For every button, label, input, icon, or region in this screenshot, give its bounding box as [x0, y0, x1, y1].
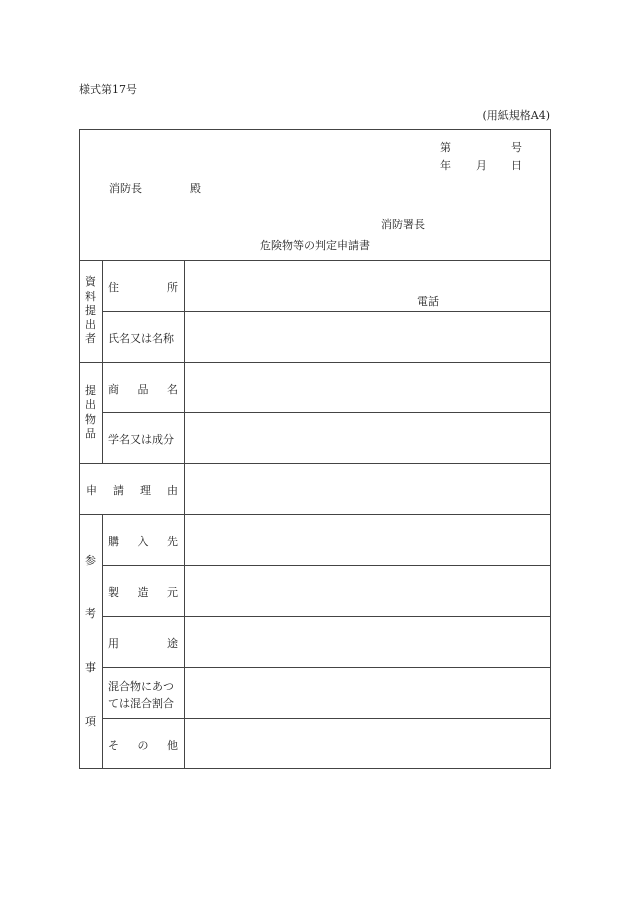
addressee-honorific: 殿 — [190, 182, 201, 195]
name-label: 氏名又は名称 — [108, 332, 174, 345]
manufacturer-label: 製 造 元 — [108, 586, 178, 599]
day-label: 日 — [511, 159, 522, 172]
product-section-label: 提 出 物 品 — [85, 383, 96, 440]
supplier-label: 購 入 先 — [108, 535, 178, 548]
other-label: そ の 他 — [108, 739, 178, 752]
year-label: 年 — [440, 159, 451, 172]
paper-size-note: (用紙規格A4) — [482, 109, 550, 122]
divider — [102, 565, 551, 566]
divider — [102, 260, 103, 463]
application-form — [79, 129, 551, 769]
addressee: 消防長 — [109, 182, 142, 195]
number-suffix-label: 号 — [511, 141, 522, 154]
form-number: 様式第17号 — [79, 83, 137, 96]
month-label: 月 — [476, 159, 487, 172]
divider — [79, 514, 551, 515]
issuer: 消防署長 — [381, 218, 425, 231]
divider — [102, 412, 551, 413]
product-name-label: 商 品 名 — [108, 383, 178, 396]
divider — [184, 463, 185, 514]
divider — [102, 616, 551, 617]
chemical-name-label: 学名又は成分 — [108, 433, 174, 446]
divider — [102, 718, 551, 719]
submitter-section-label: 資 料 提 出 者 — [85, 275, 96, 346]
divider — [184, 514, 185, 769]
divider — [79, 260, 551, 261]
divider — [79, 362, 551, 363]
divider — [184, 260, 185, 463]
divider — [102, 311, 551, 312]
application-reason-label: 申 請 理 由 — [86, 484, 178, 497]
usage-label: 用 途 — [108, 637, 178, 650]
mixture-ratio-label: 混合物にあつ ては混合割合 — [108, 680, 174, 710]
divider — [102, 667, 551, 668]
divider — [102, 514, 103, 769]
phone-label: 電話 — [417, 295, 439, 308]
number-label: 第 — [440, 141, 451, 154]
reference-section-label: 参 考 事 項 — [85, 553, 96, 729]
divider — [79, 463, 551, 464]
address-label: 住 所 — [108, 281, 178, 294]
form-title: 危険物等の判定申請書 — [260, 239, 370, 252]
